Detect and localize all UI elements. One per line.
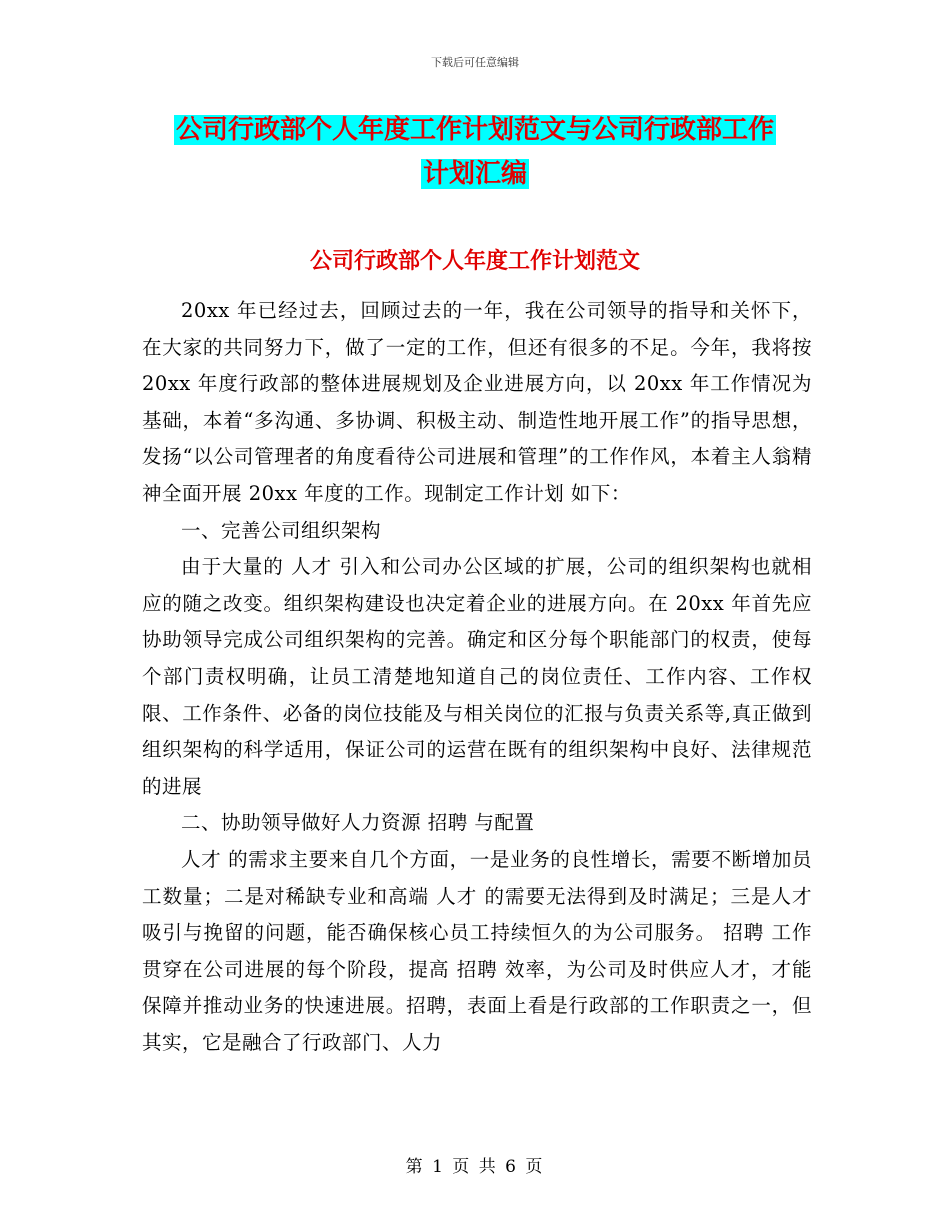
title-line-2: 计划汇编	[422, 159, 527, 189]
section-title: 公司行政部个人年度工作计划范文	[309, 249, 640, 274]
title-line-1: 公司行政部个人年度工作计划范文与公司行政部工作	[175, 115, 774, 145]
header-note: 下载后可任意编辑	[431, 56, 519, 69]
heading-2: 二、协助领导做好人力资源 招聘 与配置	[181, 811, 535, 835]
paragraph-2: 人才 的需求主要来自几个方面，一是业务的良性增长，需要不断增加员工数量；二是对稀缺专业和高端 人才 的需要无法得到及时满足；三是人才吸引与挽留的问题，能否确保核心员工持续恒久的为公司服务。 招聘 工作贯穿在公司进展的每个阶段，提高 招聘 效率，为公司及时供应人才，才能保障并推动业务的快速进展。招聘，表面上看是行政部的工作职责之一，但其实，它是融合了行政部门、人力	[142, 847, 812, 1054]
heading-1: 一、完善公司组织架构	[181, 518, 382, 542]
document-title	[0, 108, 950, 196]
paragraph-intro: 20xx 年已经过去，回顾过去的一年，我在公司领导的指导和关怀下，在大家的共同努力下，做了一定的工作，但还有很多的不足。今年，我将按 20xx 年度行政部的整体进展规划及企业进展方向，以 20xx 年工作情况为基础，本着“多沟通、多协调、积极主动、制造性地开展工作”的指导思想，发扬“以公司管理者的角度看待公司进展和管理”的工作作风，本着主人翁精神全面开展 20xx 年度的工作。现制定工作计划 如下：	[142, 299, 812, 505]
paragraph-1: 由于大量的 人才 引入和公司办公区域的扩展，公司的组织架构也就相应的随之改变。组织架构建设也决定着企业的进展方向。在 20xx 年首先应协助领导完成公司组织架构的完善。确定和区分每个职能部门的权责，使每个部门责权明确，让员工清楚地知道自己的岗位责任、工作内容、工作权限、工作条件、必备的岗位技能及与相关岗位的汇报与负责关系等,真正做到组织架构的科学适用，保证公司的运营在既有的组织架构中良好、法律规范的进展	[142, 555, 812, 798]
page-footer: 第 1 页 共 6 页	[405, 1157, 545, 1177]
document-body	[142, 293, 812, 1061]
